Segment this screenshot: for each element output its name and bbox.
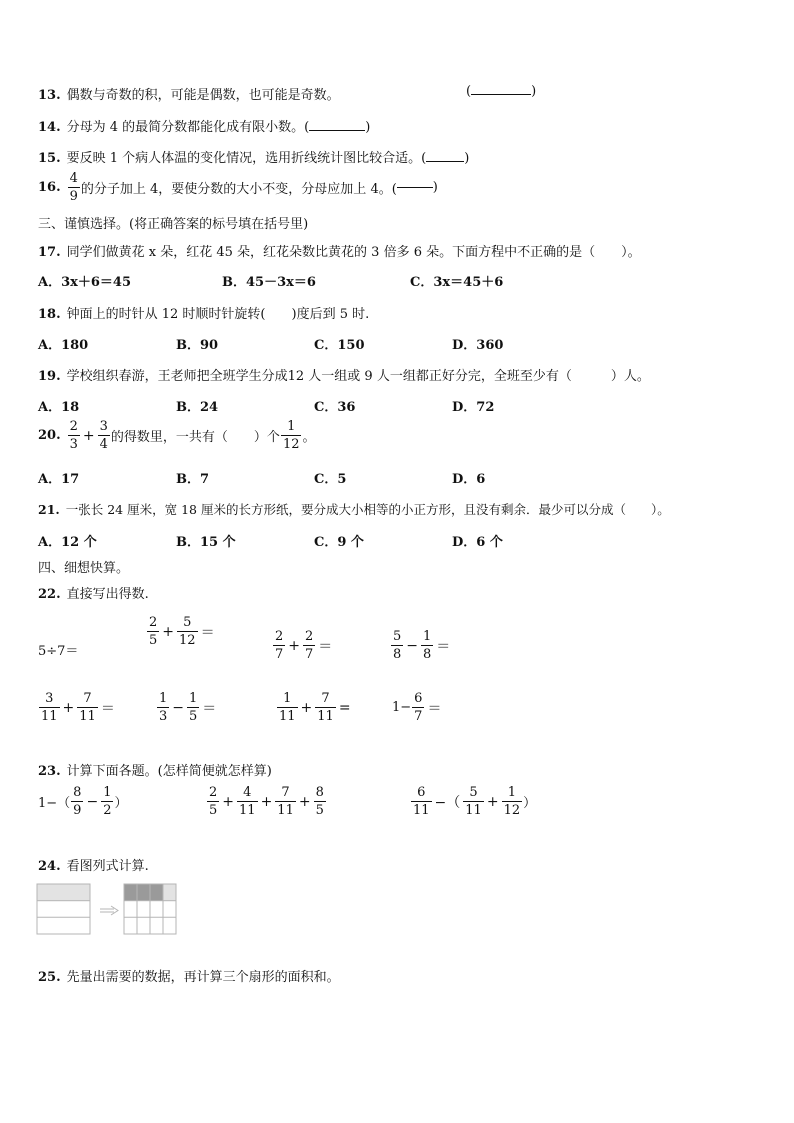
fraction: $\frac{2}{5}$ xyxy=(209,785,218,818)
option-20-c[interactable]: C．5 xyxy=(314,472,347,487)
option-21-d[interactable]: D．6 个 xyxy=(452,535,503,550)
fraction: $\frac{1}{5}$ xyxy=(189,691,198,724)
calc-22-8: 1− $\frac{6}{7}$ ＝ xyxy=(392,691,442,724)
section-heading-3: 三、谨慎选择。(将正确答案的标号填在括号里) xyxy=(38,217,309,232)
question-22: 22. 直接写出得数. xyxy=(38,587,149,602)
calc-22-3: $\frac{2}{7}$ + $\frac{2}{7}$ ＝ xyxy=(275,629,333,662)
fraction: $\frac{3}{11}$ xyxy=(41,691,58,724)
option-18-b[interactable]: B．90 xyxy=(176,338,219,353)
question-16: 16. $\frac{4}{9}$ 的分子加上 4，要使分数的大小不变，分母应加上 4。( ) xyxy=(38,171,438,204)
option-20-b[interactable]: B．7 xyxy=(176,472,210,487)
question-17: 17. 同学们做黄花 x 朵，红花 45 朵，红花朵数比黄花的 3 倍多 6 朵。下面方程中不正确的是（ ）。 xyxy=(38,245,641,260)
fraction-diagram xyxy=(36,882,186,938)
answer-blank-16[interactable] xyxy=(397,187,433,188)
fraction: $\frac{1}{3}$ xyxy=(159,691,168,724)
fraction: $\frac{1}{12}$ xyxy=(503,785,521,818)
fraction: $\frac{7}{11}$ xyxy=(277,785,294,818)
fraction: $\frac{4}{11}$ xyxy=(239,785,256,818)
calc-22-6: $\frac{1}{3}$ − $\frac{1}{5}$ ＝ xyxy=(159,691,217,724)
fraction: $\frac{1}{12}$ xyxy=(282,419,300,452)
fraction: $\frac{6}{11}$ xyxy=(413,785,430,818)
option-19-b[interactable]: B．24 xyxy=(176,400,219,415)
calc-22-5: $\frac{3}{11}$ + $\frac{7}{11}$ ＝ xyxy=(41,691,115,724)
option-17-c[interactable]: C．3x＝45＋6 xyxy=(410,275,504,290)
calc-23-3: $\frac{6}{11}$ −（ $\frac{5}{11}$ + $\frac{1}{12}$ ） xyxy=(413,785,537,818)
fraction: $\frac{1}{2}$ xyxy=(103,785,112,818)
option-19-c[interactable]: C．36 xyxy=(314,400,356,415)
fraction: $\frac{7}{11}$ xyxy=(317,691,334,724)
question-24: 24. 看图列式计算. xyxy=(38,859,149,874)
fraction: $\frac{1}{11}$ xyxy=(279,691,296,724)
fraction: $\frac{5}{12}$ xyxy=(179,615,196,648)
answer-blank-14[interactable] xyxy=(309,130,365,131)
fraction: $\frac{5}{11}$ xyxy=(465,785,482,818)
option-20-d[interactable]: D．6 xyxy=(452,472,486,487)
question-25: 25. 先量出需要的数据，再计算三个扇形的面积和。 xyxy=(38,970,340,985)
calc-23-2: $\frac{2}{5}$ + $\frac{4}{11}$ + $\frac{7}{11}$ + $\frac{8}{5}$ xyxy=(209,785,324,818)
answer-blank-13[interactable]: ( ) xyxy=(466,84,537,99)
fraction: $\frac{7}{11}$ xyxy=(79,691,96,724)
fraction: $\frac{2}{7}$ xyxy=(275,629,284,662)
question-23: 23. 计算下面各题。(怎样简便就怎样算) xyxy=(38,764,272,779)
question-14: 14. 分母为 4 的最简分数都能化成有限小数。( ) xyxy=(38,120,371,135)
fraction: $\frac{5}{8}$ xyxy=(393,629,402,662)
calc-22-2: $\frac{2}{5}$ + $\frac{5}{12}$ ＝ xyxy=(149,615,215,648)
question-18: 18. 钟面上的时针从 12 时顺时针旋转( )度后到 5 时. xyxy=(38,307,370,322)
fraction: $\frac{6}{7}$ xyxy=(414,691,423,724)
rectangle-left xyxy=(37,884,90,934)
question-20: 20. $\frac{2}{3}$ + $\frac{3}{4}$ 的得数里，一共有（ ）个 $\frac{1}{12}$ 。 xyxy=(38,419,316,452)
question-19: 19. 学校组织春游，王老师把全班学生分成12 人一组或 9 人一组都正好分完，全班至少有（ ）人。 xyxy=(38,369,650,384)
fraction: $\frac{2}{5}$ xyxy=(149,615,158,648)
fraction: $\frac{3}{4}$ xyxy=(99,419,108,452)
option-17-a[interactable]: A．3x＋6＝45 xyxy=(38,275,132,290)
question-15: 15. 要反映 1 个病人体温的变化情况，选用折线统计图比较合适。( ) xyxy=(38,151,470,166)
fraction: $\frac{2}{3}$ xyxy=(69,419,78,452)
question-13: 13. 偶数与奇数的积，可能是偶数，也可能是奇数。 xyxy=(38,88,340,103)
rectangle-right xyxy=(124,884,176,934)
fraction: $\frac{8}{5}$ xyxy=(315,785,324,818)
calc-22-1: 5÷7＝ xyxy=(38,644,79,659)
fraction: $\frac{1}{8}$ xyxy=(423,629,432,662)
arrow-icon xyxy=(100,906,118,915)
option-21-c[interactable]: C．9 个 xyxy=(314,535,364,550)
option-19-d[interactable]: D．72 xyxy=(452,400,495,415)
option-21-a[interactable]: A．12 个 xyxy=(38,535,97,550)
fraction: $\frac{4}{9}$ xyxy=(69,171,78,204)
option-17-b[interactable]: B．45－3x＝6 xyxy=(222,275,316,290)
option-18-a[interactable]: A．180 xyxy=(38,338,89,353)
option-20-a[interactable]: A．17 xyxy=(38,472,80,487)
option-21-b[interactable]: B．15 个 xyxy=(176,535,236,550)
question-21: 21. 一张长 24 厘米，宽 18 厘米的长方形纸，要分成大小相等的小正方形，且没有剩余．最少可以分成（ ）。 xyxy=(38,502,670,517)
calc-23-1: 1−（ $\frac{8}{9}$ − $\frac{1}{2}$ ） xyxy=(38,785,128,818)
section-heading-4: 四、细想快算。 xyxy=(38,561,130,576)
calc-22-7: $\frac{1}{11}$ + $\frac{7}{11}$ = xyxy=(279,691,351,724)
calc-22-4: $\frac{5}{8}$ − $\frac{1}{8}$ ＝ xyxy=(393,629,451,662)
option-19-a[interactable]: A．18 xyxy=(38,400,80,415)
option-18-c[interactable]: C．150 xyxy=(314,338,365,353)
answer-blank-15[interactable] xyxy=(426,161,464,162)
option-18-d[interactable]: D．360 xyxy=(452,338,504,353)
fraction: $\frac{2}{7}$ xyxy=(305,629,314,662)
fraction: $\frac{8}{9}$ xyxy=(73,785,82,818)
